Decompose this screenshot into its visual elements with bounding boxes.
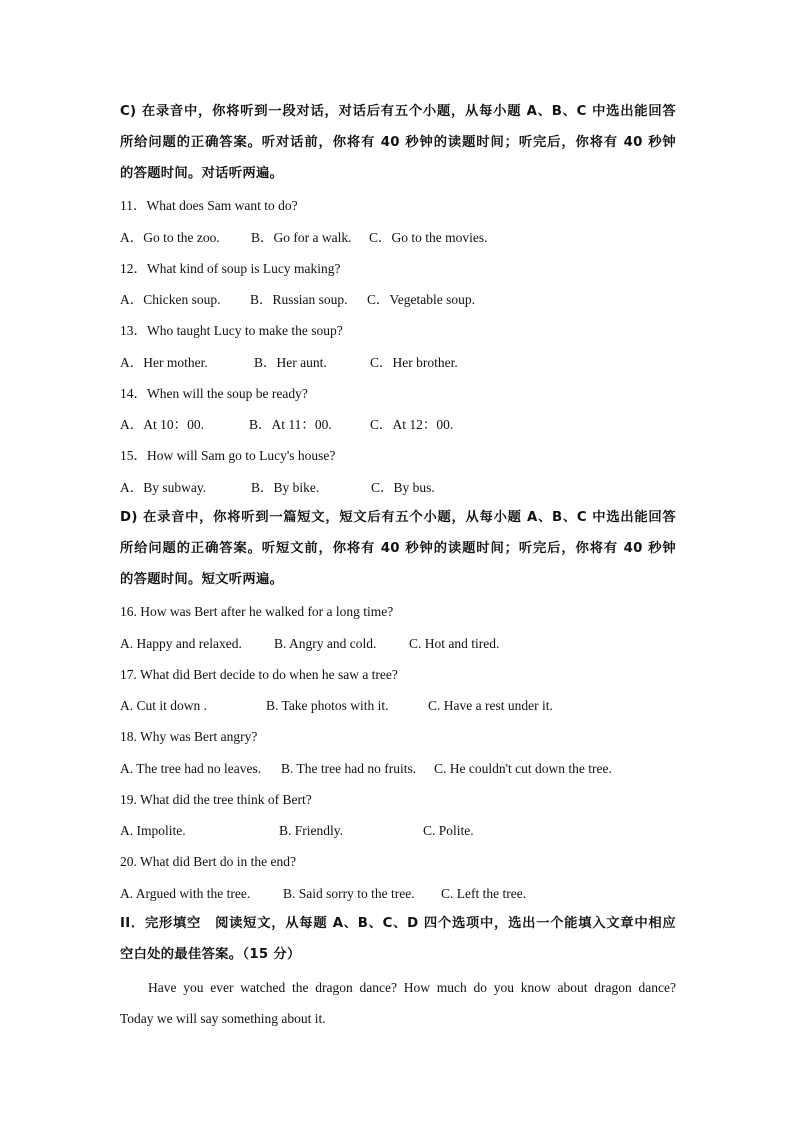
option-b: B．At 11：00. xyxy=(249,417,332,432)
option-c: C．By bus. xyxy=(371,480,435,495)
option-a: A．At 10：00. xyxy=(120,417,204,432)
option-c: C．Go to the movies. xyxy=(369,230,488,245)
option-c: C. Have a rest under it. xyxy=(428,698,553,713)
section-d-instruction-line-1: D) 在录音中，你将听到一篇短文，短文后有五个小题，从每小题 A、B、C 中选出能回答 xyxy=(120,510,676,525)
option-a: A. Cut it down . xyxy=(120,698,208,713)
question-17: 17. What did Bert decide to do when he saw a tree? xyxy=(120,667,398,682)
option-b: B. Said sorry to the tree. xyxy=(283,886,415,901)
option-a: A. The tree had no leaves. xyxy=(120,761,262,776)
section-c-instruction-line-1: C) 在录音中，你将听到一段对话，对话后有五个小题，从每小题 A、B、C 中选出能回答 xyxy=(120,104,676,119)
option-c: C. He couldn't cut down the tree. xyxy=(434,761,612,776)
option-b: B．Russian soup. xyxy=(250,292,348,307)
option-b: B. Friendly. xyxy=(279,823,343,838)
option-c: C. Polite. xyxy=(423,823,474,838)
option-c: C．Her brother. xyxy=(370,355,458,370)
question-18: 18. Why was Bert angry? xyxy=(120,729,258,744)
section-d-instruction-line-3: 的答题时间。短文听两遍。 xyxy=(120,572,284,587)
option-b: B. Angry and cold. xyxy=(274,636,377,651)
option-a: A. Argued with the tree. xyxy=(120,886,251,901)
section-c-instruction-line-2: 所给问题的正确答案。听对话前，你将有 40 秒钟的读题时间；听完后，你将有 40 秒钟 xyxy=(120,135,676,150)
section-d-instruction-line-2: 所给问题的正确答案。听短文前，你将有 40 秒钟的读题时间；听完后，你将有 40 秒钟 xyxy=(120,541,676,556)
option-a: A．Her mother. xyxy=(120,355,208,370)
option-b: B．By bike. xyxy=(251,480,320,495)
passage-line-2: Today we will say something about it. xyxy=(120,1011,326,1026)
section-c-instruction-line-3: 的答题时间。对话听两遍。 xyxy=(120,166,284,181)
question-15: 15．How will Sam go to Lucy's house? xyxy=(120,448,336,463)
question-16: 16. How was Bert after he walked for a long time? xyxy=(120,604,394,619)
option-b: B. The tree had no fruits. xyxy=(281,761,417,776)
question-11: 11．What does Sam want to do? xyxy=(120,198,298,213)
option-c: C. Left the tree. xyxy=(441,886,527,901)
option-c: C．Vegetable soup. xyxy=(367,292,475,307)
option-a: A．Go to the zoo. xyxy=(120,230,220,245)
section-ii-instruction-line-2: 空白处的最佳答案。（15 分） xyxy=(120,947,301,962)
option-b: B．Her aunt. xyxy=(254,355,327,370)
question-14: 14．When will the soup be ready? xyxy=(120,386,308,401)
passage-line-1: Have you ever watched the dragon dance? How much do you know about dragon dance? xyxy=(148,980,676,995)
option-a: A．By subway. xyxy=(120,480,207,495)
option-b: B．Go for a walk. xyxy=(251,230,352,245)
question-20: 20. What did Bert do in the end? xyxy=(120,854,296,869)
question-12: 12．What kind of soup is Lucy making? xyxy=(120,261,341,276)
option-c: C. Hot and tired. xyxy=(409,636,500,651)
section-ii-instruction-line-1: II．完形填空 阅读短文，从每题 A、B、C、D 四个选项中，选出一个能填入文章中相应 xyxy=(120,916,676,931)
question-13: 13．Who taught Lucy to make the soup? xyxy=(120,323,343,338)
option-c: C．At 12：00. xyxy=(370,417,454,432)
option-b: B. Take photos with it. xyxy=(266,698,389,713)
option-a: A. Happy and relaxed. xyxy=(120,636,242,651)
option-a: A．Chicken soup. xyxy=(120,292,221,307)
option-a: A. Impolite. xyxy=(120,823,186,838)
question-19: 19. What did the tree think of Bert? xyxy=(120,792,312,807)
